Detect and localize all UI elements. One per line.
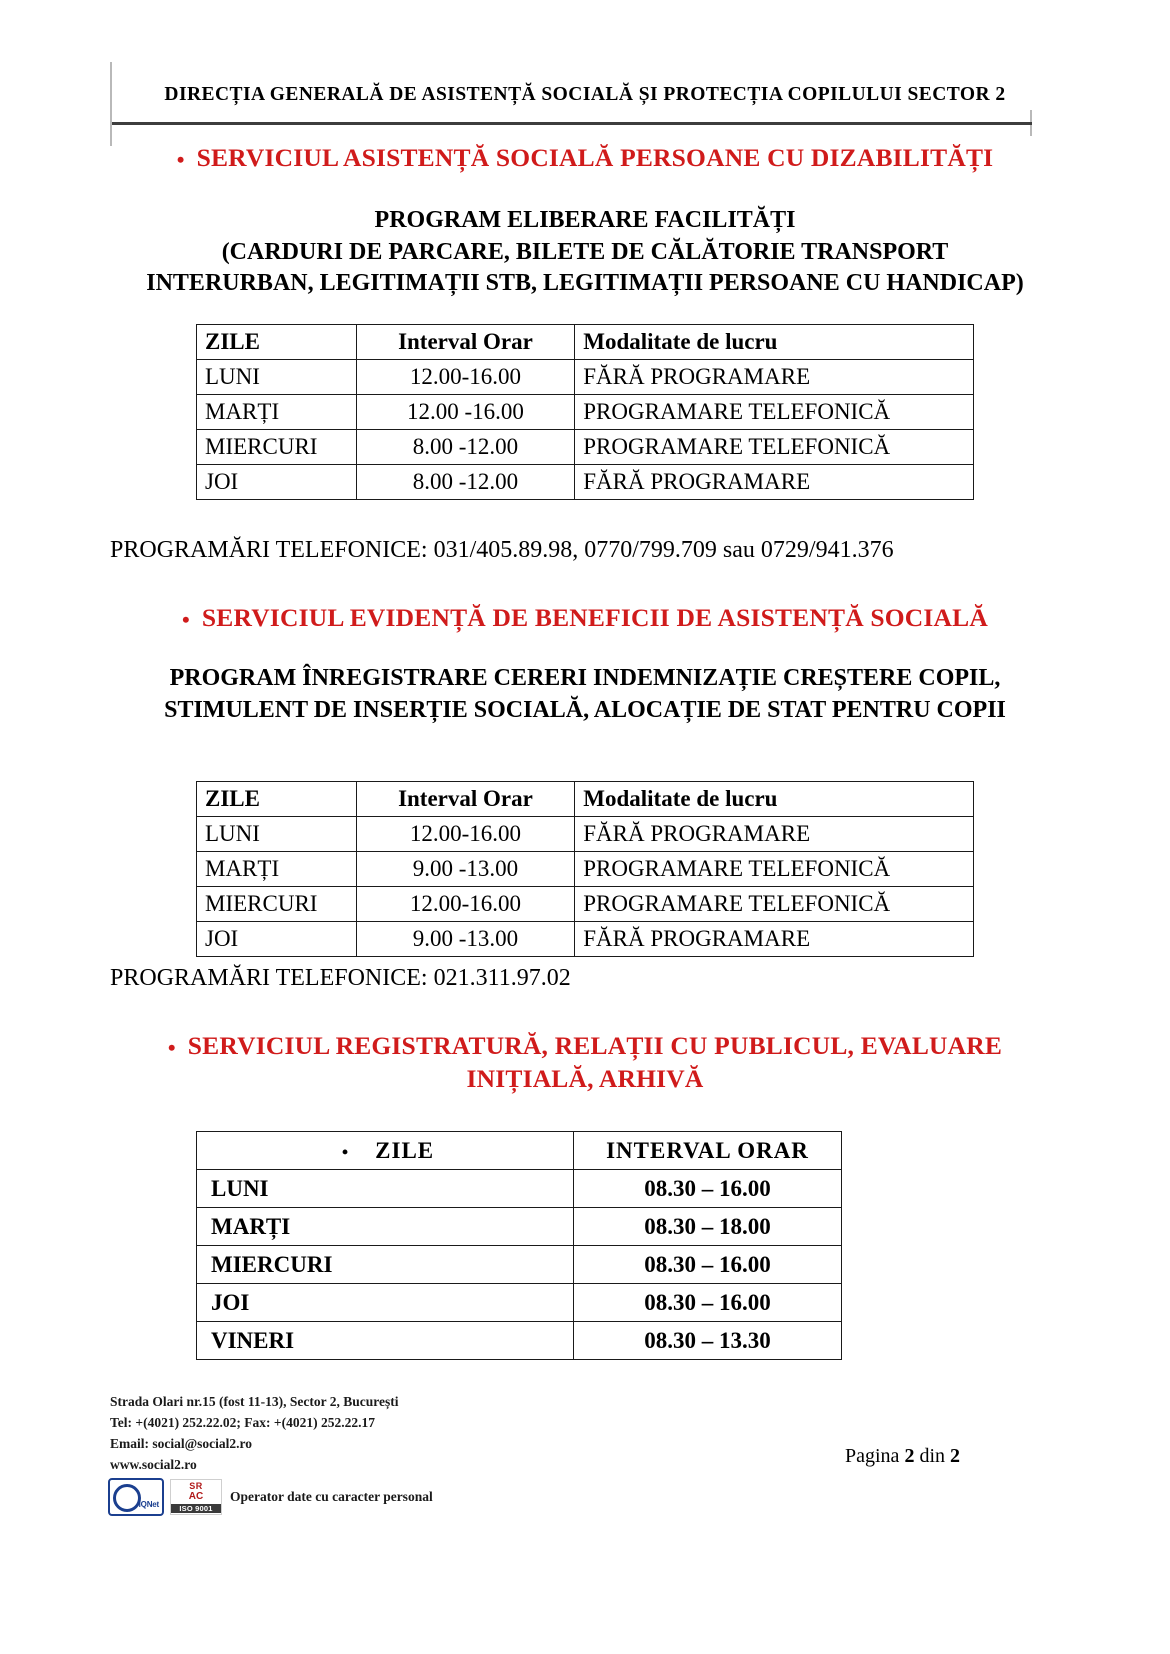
cell-day: VINERI	[197, 1322, 574, 1360]
table-row	[197, 1322, 842, 1360]
cell-interval: 08.30 – 13.30	[574, 1322, 842, 1360]
column-header-zile	[197, 1132, 574, 1170]
cell-mode: PROGRAMARE TELEFONICĂ	[575, 430, 974, 465]
cell-time: 12.00-16.00	[356, 887, 575, 922]
cell-time: 9.00 -13.00	[356, 922, 575, 957]
cell-mode: PROGRAMARE TELEFONICĂ	[575, 852, 974, 887]
table-row	[197, 887, 974, 922]
section-title-text: SERVICIUL REGISTRATURĂ, RELAȚII CU PUBLICUL, EVALUARE	[187, 1031, 1003, 1060]
table-row	[197, 922, 974, 957]
cell-time: 8.00 -12.00	[356, 430, 575, 465]
section-title-line2: INIȚIALĂ, ARHIVĂ	[466, 1063, 704, 1093]
cell-day: JOI	[197, 922, 357, 957]
section-title-registry	[0, 1030, 1170, 1095]
table-row	[197, 817, 974, 852]
cell-interval: 08.30 – 16.00	[574, 1284, 842, 1322]
column-header-interval-orar: INTERVAL ORAR	[574, 1132, 842, 1170]
section-title-text: SERVICIUL ASISTENȚĂ SOCIALĂ PERSOANE CU DIZABILITĂȚI	[196, 143, 994, 172]
table-row	[197, 395, 974, 430]
footer-email: Email: social@social2.ro	[110, 1435, 253, 1451]
cell-mode: FĂRĂ PROGRAMARE	[575, 360, 974, 395]
table-row	[197, 465, 974, 500]
cell-day: LUNI	[197, 360, 357, 395]
srac-certification-logo	[170, 1479, 222, 1515]
cell-day: LUNI	[197, 817, 357, 852]
srac-iso-label: ISO 9001	[171, 1504, 221, 1513]
phone-line-benefits: PROGRAMĂRI TELEFONICE: 021.311.97.02	[110, 965, 571, 991]
cell-mode: FĂRĂ PROGRAMARE	[575, 817, 974, 852]
bullet-icon: •	[341, 1141, 350, 1162]
page-prefix: Pagina	[845, 1445, 900, 1467]
cell-day: MIERCURI	[197, 887, 357, 922]
footer-phone-fax: Tel: +(4021) 252.22.02; Fax: +(4021) 252.22.17	[110, 1414, 375, 1430]
cell-time: 12.00-16.00	[356, 360, 575, 395]
cell-day: MARȚI	[197, 852, 357, 887]
program-heading-line: PROGRAM ELIBERARE FACILITĂȚI	[374, 207, 796, 233]
table-row	[197, 1246, 842, 1284]
schedule-table-disabilities	[196, 324, 974, 500]
cell-interval: 08.30 – 18.00	[574, 1208, 842, 1246]
program-heading-line: INTERURBAN, LEGITIMAȚII STB, LEGITIMAȚII PERSOANE CU HANDICAP)	[146, 270, 1024, 297]
program-heading-benefits	[0, 663, 1170, 726]
ring-icon	[113, 1484, 141, 1512]
bullet-icon: •	[167, 1035, 176, 1061]
program-heading-line: PROGRAM ÎNREGISTRARE CERERI INDEMNIZAȚIE CREȘTERE COPIL,	[169, 665, 1001, 691]
cell-interval: 08.30 – 16.00	[574, 1246, 842, 1284]
bullet-icon: •	[182, 607, 190, 633]
table-row	[197, 360, 974, 395]
column-header-zile: ZILE	[197, 325, 357, 360]
table-row	[197, 430, 974, 465]
section-title-line1	[0, 1030, 1170, 1063]
section-title-benefits	[0, 602, 1170, 635]
schedule-table-benefits	[196, 781, 974, 957]
cell-time: 12.00-16.00	[356, 817, 575, 852]
cell-day: MARȚI	[197, 1208, 574, 1246]
program-heading-line: STIMULENT DE INSERȚIE SOCIALĂ, ALOCAȚIE DE STAT PENTRU COPII	[164, 696, 1006, 723]
cell-mode: FĂRĂ PROGRAMARE	[575, 465, 974, 500]
header-divider	[112, 122, 1032, 125]
page-between: din	[919, 1445, 945, 1467]
cell-mode: PROGRAMARE TELEFONICĂ	[575, 887, 974, 922]
table-row	[197, 1208, 842, 1246]
page-total: 2	[950, 1445, 960, 1467]
column-header-zile-label: ZILE	[375, 1137, 435, 1163]
cell-day: MIERCURI	[197, 1246, 574, 1284]
cell-day: MIERCURI	[197, 430, 357, 465]
footer-address: Strada Olari nr.15 (fost 11-13), Sector 2, București	[110, 1394, 399, 1409]
footer-logo-row	[108, 1478, 433, 1516]
table-header-row	[197, 1132, 842, 1170]
institution-header: DIRECȚIA GENERALĂ DE ASISTENȚĂ SOCIALĂ ȘI PROTECȚIA COPILULUI SECTOR 2	[164, 84, 1006, 105]
cell-day: MARȚI	[197, 395, 357, 430]
cell-time: 12.00 -16.00	[356, 395, 575, 430]
cell-day: LUNI	[197, 1170, 574, 1208]
cell-interval: 08.30 – 16.00	[574, 1170, 842, 1208]
cell-day: JOI	[197, 1284, 574, 1322]
column-header-interval: Interval Orar	[356, 325, 575, 360]
page-current: 2	[904, 1445, 915, 1467]
phone-line-disabilities: PROGRAMĂRI TELEFONICE: 031/405.89.98, 0770/799.709 sau 0729/941.376	[110, 537, 894, 563]
column-header-interval: Interval Orar	[356, 782, 575, 817]
section-title-text: SERVICIUL EVIDENȚĂ DE BENEFICII DE ASISTENȚĂ SOCIALĂ	[201, 603, 988, 632]
schedule-table-registry	[196, 1131, 842, 1360]
table-header-row	[197, 325, 974, 360]
program-heading-facilities	[0, 205, 1170, 300]
srac-mid-label: AC	[188, 1491, 204, 1502]
table-row	[197, 1284, 842, 1322]
table-row	[197, 1170, 842, 1208]
footer-website[interactable]: www.social2.ro	[110, 1456, 197, 1472]
footer-contact-block	[110, 1392, 398, 1476]
bullet-icon: •	[176, 147, 185, 173]
page-number	[845, 1445, 960, 1468]
section-title-disabilities	[0, 142, 1170, 175]
column-header-mode: Modalitate de lucru	[575, 782, 974, 817]
column-header-zile: ZILE	[197, 782, 357, 817]
cell-mode: PROGRAMARE TELEFONICĂ	[575, 395, 974, 430]
cell-day: JOI	[197, 465, 357, 500]
column-header-mode: Modalitate de lucru	[575, 325, 974, 360]
srac-top-label: SR	[189, 1481, 203, 1491]
gdpr-operator-caption: Operator date cu caracter personal	[230, 1489, 433, 1504]
cell-mode: FĂRĂ PROGRAMARE	[575, 922, 974, 957]
iqnet-label: IQNet	[138, 1500, 159, 1509]
cell-time: 8.00 -12.00	[356, 465, 575, 500]
program-heading-line: (CARDURI DE PARCARE, BILETE DE CĂLĂTORIE TRANSPORT	[221, 238, 949, 265]
cell-time: 9.00 -13.00	[356, 852, 575, 887]
table-header-row	[197, 782, 974, 817]
table-row	[197, 852, 974, 887]
iqnet-certification-logo	[108, 1478, 164, 1516]
